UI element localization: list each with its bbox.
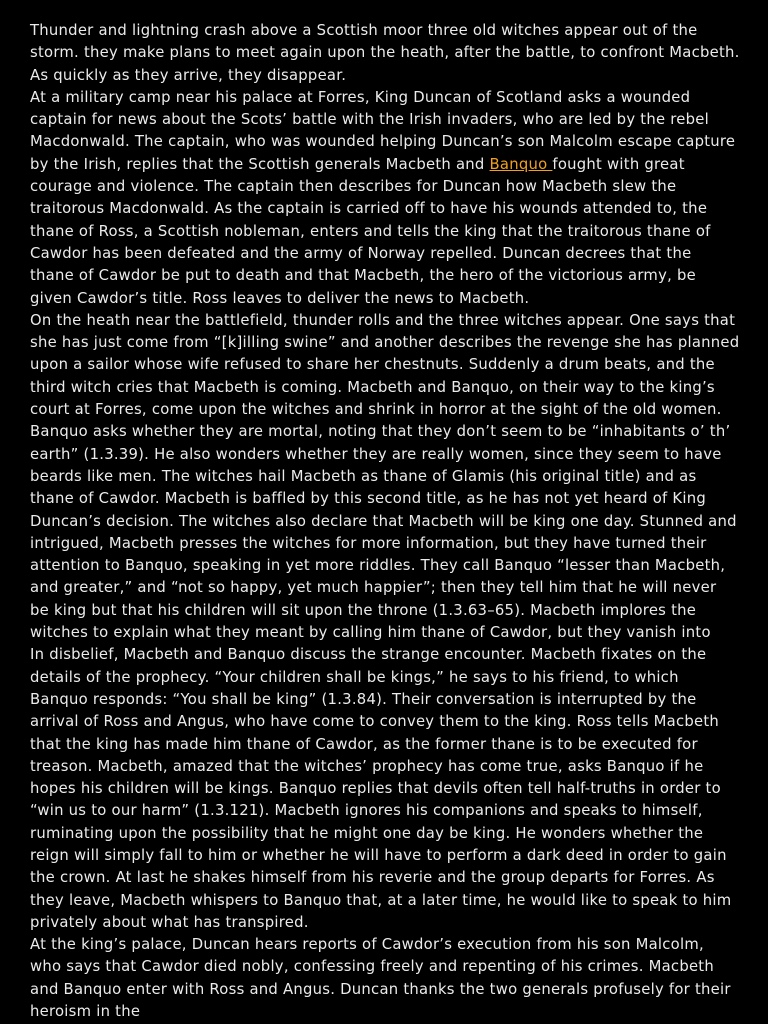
paragraph-kings-palace: At the king’s palace, Duncan hears reports of Cawdor’s execution from his son Malcolm, who says that Cawdor died nobly, confessing freely and repenting of his crimes. Macbeth and Banquo enter with Ross and Angus. Duncan thanks the two generals profusely for their heroism in the (30, 936, 731, 1021)
banquo-link[interactable]: Banquo (489, 155, 553, 173)
paragraph-disbelief: In disbelief, Macbeth and Banquo discuss the strange encounter. Macbeth fixates on the details of the prophecy. “Your children shall be kings,” he says to his friend, to which Banquo responds: “You shall be king” (1.3.84). Their conversation is interrupted by the arrival of Ross and Angus, who have come to convey them to the king. Ross tells Macbeth that the king has made him thane of Cawdor, as the former thane is to be executed for treason. Macbeth, amazed that the witches’ prophecy has come true, asks Banquo if he hopes his children will be kings. Banquo replies that devils often tell half-truths in order to “win us to our harm” (1.3.121). Macbeth ignores his companions and speaks to himself, ruminating upon the possibility that he might one day be king. He wonders whether the reign will simply fall to him or whether he will have to perform a dark deed in order to gain the crown. At last he shakes himself from his reverie and the group departs for Forres. As they leave, Macbeth whispers to Banquo that, at a later time, he would like to speak to him privately about what has transpired. (30, 646, 732, 931)
paragraph-text: fought with great courage and violence. The captain then describes for Duncan how Macbeth slew the traitorous Macdonwald. As the captain is carried off to have his wounds attended to, the thane of Ross, a Scottish nobleman, enters and tells the king that the traitorous thane of Cawdor has been defeated and the army of Norway repelled. Duncan decrees that the thane of Cawdor be put to death and that Macbeth, the hero of the victorious army, be given Cawdor’s title. Ross leaves to deliver the news to Macbeth. (30, 155, 711, 307)
paragraph-military-camp (30, 87, 740, 310)
paragraph-text: At a military camp near his palace at Forres, King Duncan of Scotland asks a wounded captain for news about the Scots’ battle with the Irish invaders, who are led by the rebel Macdonwald. The captain, who was wounded helping Duncan’s son Malcolm escape capture by the Irish, replies that the Scottish generals Macbeth and (30, 88, 736, 173)
paragraph-witches-storm: Thunder and lightning crash above a Scottish moor three old witches appear out of the storm. they make plans to meet again upon the heath, after the battle, to confront Macbeth. As quickly as they arrive, they disappear. (30, 22, 740, 84)
paragraph-heath-prophecy: On the heath near the battlefield, thunder rolls and the three witches appear. One says that she has just come from “[k]illing swine” and another describes the revenge she has planned upon a sailor whose wife refused to share her chestnuts. Suddenly a drum beats, and the third witch cries that Macbeth is coming. Macbeth and Banquo, on their way to the king’s court at Forres, come upon the witches and shrink in horror at the sight of the old women. Banquo asks whether they are mortal, noting that they don’t seem to be “inhabitants o’ th’ earth” (1.3.39). He also wonders whether they are really women, since they seem to have beards like men. The witches hail Macbeth as thane of Glamis (his original title) and as thane of Cawdor. Macbeth is baffled by this second title, as he has not yet heard of King Duncan’s decision. The witches also declare that Macbeth will be king one day. Stunned and intrigued, Macbeth presses the witches for more information, but they have turned their attention to Banquo, speaking in yet more riddles. They call Banquo “lesser than Macbeth, and greater,” and “not so happy, yet much happier”; then they tell him that he will never be king but that his children will sit upon the throne (1.3.63–65). Macbeth implores the witches to explain what they meant by calling him thane of Cawdor, but they vanish into (30, 311, 740, 642)
reader-text-area (30, 20, 740, 1023)
